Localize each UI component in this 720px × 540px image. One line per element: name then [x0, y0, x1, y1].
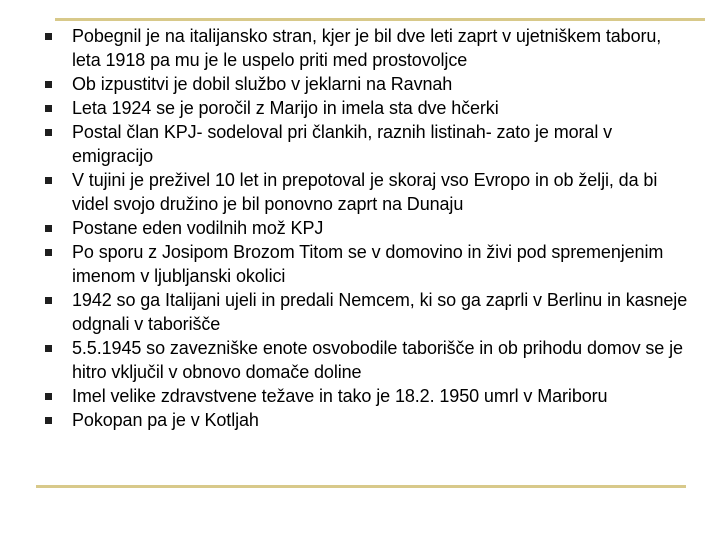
list-item — [45, 24, 690, 72]
bullet-text: Postal član KPJ- sodeloval pri člankih, raznih listinah- zato je moral v emigracijo — [72, 122, 613, 166]
bottom-divider — [36, 485, 686, 488]
list-item — [45, 240, 690, 288]
square-bullet-icon — [45, 81, 52, 88]
list-item — [45, 216, 690, 240]
list-item — [45, 168, 690, 216]
square-bullet-icon — [45, 177, 52, 184]
bullet-list — [45, 24, 690, 432]
bullet-text: Postane eden vodilnih mož KPJ — [72, 218, 324, 238]
list-item — [45, 336, 690, 384]
bullet-text: Ob izpustitvi je dobil službo v jeklarni na Ravnah — [72, 74, 453, 94]
top-divider — [55, 18, 705, 21]
bullet-text: Leta 1924 se je poročil z Marijo in imela sta dve hčerki — [72, 98, 499, 118]
list-item — [45, 120, 690, 168]
square-bullet-icon — [45, 297, 52, 304]
list-item — [45, 96, 690, 120]
bullet-text: 1942 so ga Italijani ujeli in predali Nemcem, ki so ga zaprli v Berlinu in kasneje odgnali v taborišče — [72, 290, 688, 334]
bullet-text: Po sporu z Josipom Brozom Titom se v domovino in živi pod spremenjenim imenom v ljubljanski okolici — [72, 242, 664, 286]
bullet-text: Imel velike zdravstvene težave in tako je 18.2. 1950 umrl v Mariboru — [72, 386, 608, 406]
list-item — [45, 384, 690, 408]
square-bullet-icon — [45, 129, 52, 136]
square-bullet-icon — [45, 393, 52, 400]
bullet-text: V tujini je preživel 10 let in prepotoval je skoraj vso Evropo in ob želji, da bi videl svojo družino je bil ponovno zaprt na Dunaju — [72, 170, 658, 214]
list-item — [45, 72, 690, 96]
square-bullet-icon — [45, 345, 52, 352]
list-item — [45, 288, 690, 336]
square-bullet-icon — [45, 417, 52, 424]
square-bullet-icon — [45, 225, 52, 232]
list-item — [45, 408, 690, 432]
bullet-text: 5.5.1945 so zavezniške enote osvobodile taborišče in ob prihodu domov se je hitro vključil v obnovo domače doline — [72, 338, 683, 382]
square-bullet-icon — [45, 105, 52, 112]
square-bullet-icon — [45, 33, 52, 40]
square-bullet-icon — [45, 249, 52, 256]
bullet-text: Pokopan pa je v Kotljah — [72, 410, 259, 430]
bullet-text: Pobegnil je na italijansko stran, kjer je bil dve leti zaprt v ujetniškem taboru, leta 1918 pa mu je le uspelo priti med prostovoljce — [72, 26, 662, 70]
